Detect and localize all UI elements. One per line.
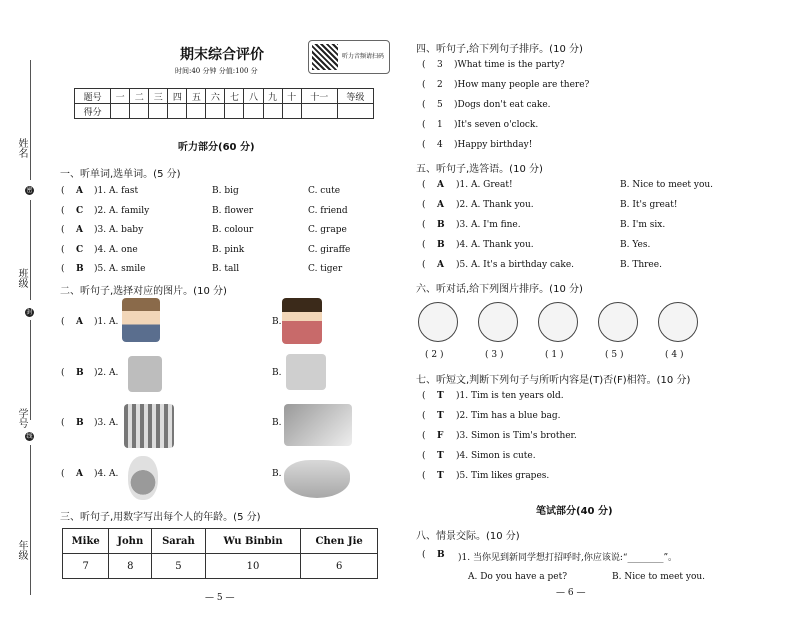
answer-value: A: [76, 317, 83, 327]
answer-paren: (: [61, 418, 65, 428]
option-c: C. cute: [308, 186, 341, 196]
section-7-title: 七、听短文,判断下列句子与所听内容是(T)否(F)相符。(10 分): [416, 375, 691, 386]
answer-paren: (: [422, 391, 426, 401]
ages-table: [62, 528, 378, 579]
binding-line: [30, 320, 31, 420]
ages-name-cell: John: [109, 529, 152, 554]
score-table-cell: 八: [244, 89, 263, 104]
answer-value: T: [437, 471, 444, 481]
option-c: C. giraffe: [308, 244, 351, 255]
answer-paren: (: [422, 180, 426, 190]
option-b: B. Nice to meet you.: [620, 180, 714, 190]
option-a: )2. A. Thank you.: [456, 200, 534, 210]
name-label: 姓名: [16, 138, 27, 158]
time-score-info: 时间:40 分钟 分值:100 分: [175, 67, 258, 75]
option-a: )4. A.: [94, 469, 119, 479]
picture-order-answer: ( 1 ): [545, 350, 564, 360]
answer-value: B: [76, 264, 84, 274]
ages-value-cell: 8: [109, 554, 152, 579]
answer-value: T: [437, 411, 444, 421]
sentence-text: )What time is the party?: [454, 60, 565, 70]
score-table-cell: 十: [282, 89, 301, 104]
statement-text: )5. Tim likes grapes.: [456, 471, 550, 481]
option-b: B. Three.: [620, 260, 662, 270]
score-table-cell: [282, 104, 301, 119]
answer-paren: (: [422, 240, 426, 250]
option-b: B. Nice to meet you.: [612, 572, 706, 582]
dialogue-picture-2: [478, 302, 518, 342]
score-table-cell: [130, 104, 149, 119]
statement-text: )1. Tim is ten years old.: [456, 391, 564, 401]
answer-value: B: [437, 550, 445, 560]
zoo-scene-image: [124, 404, 174, 448]
score-table-cell: [187, 104, 206, 119]
ages-name-cell: Wu Binbin: [205, 529, 301, 554]
option-a: )3. A. baby: [94, 225, 144, 235]
option-a: )4. A. one: [94, 244, 138, 255]
option-c: C. grape: [308, 225, 347, 235]
sentence-text: )It's seven o'clock.: [454, 120, 539, 130]
option-a: A. Do you have a pet?: [468, 572, 568, 582]
answer-paren: (: [422, 100, 426, 110]
option-b: B.: [272, 418, 282, 428]
picture-order-answer: ( 4 ): [665, 350, 684, 360]
score-table-cell: 一: [111, 89, 130, 104]
answer-paren: (: [422, 220, 426, 230]
sentence-text: )How many people are there?: [454, 80, 590, 90]
written-section-header: 笔试部分(40 分): [536, 506, 613, 517]
answer-paren: (: [422, 140, 426, 150]
ages-name-cell: Chen Jie: [301, 529, 378, 554]
score-table-cell: [168, 104, 187, 119]
answer-value: B: [76, 368, 84, 378]
option-a: )4. A. Thank you.: [456, 240, 534, 250]
score-table-cell: 等级: [337, 89, 373, 104]
score-table-cell: [301, 104, 337, 119]
score-table-cell: [206, 104, 225, 119]
answer-paren: (: [422, 550, 426, 560]
option-a: )3. A. I'm fine.: [456, 220, 521, 230]
page-number-left: — 5 —: [205, 593, 235, 603]
score-table-cell: 得分: [75, 104, 111, 119]
option-a: )3. A.: [94, 418, 119, 428]
answer-paren: (: [422, 80, 426, 90]
score-table-cell: [111, 104, 130, 119]
score-table-cell: 七: [225, 89, 244, 104]
answer-value: F: [437, 431, 444, 441]
ages-table-values-row: [63, 554, 378, 579]
class-label: 班级: [16, 268, 27, 288]
hand-open-image: [286, 354, 326, 390]
option-b: B. big: [212, 186, 239, 196]
option-c: C. tiger: [308, 264, 343, 274]
seal-dot: 线: [26, 433, 33, 440]
option-a: )2. A.: [94, 368, 119, 378]
option-b: B.: [272, 469, 282, 479]
page-number-right: — 6 —: [556, 588, 586, 598]
score-table-cell: 二: [130, 89, 149, 104]
question-text: )1. 当你见到新同学想打招呼时,你应该说:“________”。: [458, 553, 678, 563]
answer-value: A: [76, 186, 83, 196]
ages-value-cell: 5: [152, 554, 206, 579]
answer-value: A: [76, 225, 83, 235]
answer-paren: (: [61, 225, 65, 235]
page-title: 期末综合评价: [180, 47, 264, 63]
picture-order-answer: ( 3 ): [485, 350, 504, 360]
answer-paren: (: [422, 60, 426, 70]
option-b: B. tall: [212, 264, 240, 274]
answer-paren: (: [61, 244, 65, 255]
section-8-title: 八、情景交际。(10 分): [416, 531, 520, 542]
sentence-text: )Happy birthday!: [454, 140, 533, 150]
score-table-score-row: [75, 104, 374, 119]
section-6-title: 六、听对话,给下列图片排序。(10 分): [416, 284, 583, 295]
dialogue-picture-3: [538, 302, 578, 342]
answer-value: B: [437, 220, 445, 230]
answer-value: B: [437, 240, 445, 250]
statement-text: )4. Simon is cute.: [456, 451, 536, 461]
answer-value: 1: [437, 120, 443, 130]
answer-paren: (: [422, 411, 426, 421]
option-c: C. friend: [308, 205, 348, 216]
listening-section-header: 听力部分(60 分): [178, 142, 255, 153]
ages-table-names-row: [63, 529, 378, 554]
seal-dot: 封: [26, 309, 33, 316]
option-a: )1. A. fast: [94, 186, 139, 196]
answer-paren: (: [61, 264, 65, 274]
answer-paren: (: [422, 471, 426, 481]
answer-paren: (: [422, 451, 426, 461]
option-b: B. I'm six.: [620, 220, 666, 230]
answer-value: T: [437, 451, 444, 461]
binding-line: [30, 445, 31, 595]
answer-value: A: [76, 469, 83, 479]
bananas-image: [284, 460, 350, 498]
option-b: B. flower: [212, 205, 254, 216]
section-4-title: 四、听句子,给下列句子排序。(10 分): [416, 44, 583, 55]
grade-label: 年级: [16, 540, 27, 560]
answer-paren: (: [422, 260, 426, 270]
option-a: )1. A. Great!: [456, 180, 513, 190]
answer-value: 4: [437, 140, 443, 150]
option-a: )1. A.: [94, 317, 119, 327]
section-1-title: 一、听单词,选单词。(5 分): [60, 169, 181, 180]
answer-value: A: [437, 260, 444, 270]
score-table-cell: [244, 104, 263, 119]
score-table-cell: [337, 104, 373, 119]
binding-line: [30, 200, 31, 300]
score-table-cell: [149, 104, 168, 119]
park-scene-image: [284, 404, 352, 446]
option-a: )5. A. smile: [94, 264, 146, 274]
answer-value: C: [76, 205, 84, 216]
ages-name-cell: Mike: [63, 529, 109, 554]
section-3-title: 三、听句子,用数字写出每个人的年龄。(5 分): [60, 512, 261, 523]
dialogue-picture-5: [658, 302, 698, 342]
answer-value: C: [76, 244, 84, 255]
option-a: )2. A. family: [94, 205, 150, 216]
answer-value: T: [437, 391, 444, 401]
student-id-label: 学号: [16, 408, 27, 428]
option-b: B.: [272, 317, 282, 327]
score-table-cell: 四: [168, 89, 187, 104]
option-a: )5. A. It's a birthday cake.: [456, 260, 575, 270]
girl-waving-image: [282, 298, 322, 344]
answer-value: 3: [437, 60, 443, 70]
section-5-title: 五、听句子,选答语。(10 分): [416, 164, 543, 175]
answer-paren: (: [61, 205, 65, 216]
score-table-cell: [263, 104, 282, 119]
answer-value: A: [437, 180, 444, 190]
answer-paren: (: [422, 120, 426, 130]
option-b: B.: [272, 368, 282, 378]
ages-value-cell: 7: [63, 554, 109, 579]
score-table-cell: 五: [187, 89, 206, 104]
score-table-cell: 三: [149, 89, 168, 104]
option-b: B. Yes.: [620, 240, 651, 250]
seal-dot: 密: [26, 187, 33, 194]
option-b: B. pink: [212, 244, 245, 255]
answer-value: A: [437, 200, 444, 210]
option-b: B. It's great!: [620, 200, 678, 210]
score-table: [74, 88, 374, 119]
score-table-cell: 六: [206, 89, 225, 104]
answer-paren: (: [422, 200, 426, 210]
boy-portrait-image: [122, 298, 160, 342]
picture-order-answer: ( 2 ): [425, 350, 444, 360]
answer-paren: (: [61, 368, 65, 378]
section-2-title: 二、听句子,选择对应的图片。(10 分): [60, 286, 227, 297]
dialogue-picture-4: [598, 302, 638, 342]
statement-text: )3. Simon is Tim's brother.: [456, 431, 577, 441]
score-table-cell: 十一: [301, 89, 337, 104]
ages-value-cell: 6: [301, 554, 378, 579]
answer-paren: (: [61, 469, 65, 479]
option-b: B. colour: [212, 225, 254, 235]
hand-fist-image: [128, 356, 162, 392]
qr-code-icon: [312, 44, 338, 70]
score-table-header-row: [75, 89, 374, 104]
qr-caption: 听力音频请扫码: [342, 53, 385, 60]
qr-box: [308, 40, 390, 74]
answer-paren: (: [422, 431, 426, 441]
score-table-cell: [225, 104, 244, 119]
answer-value: 5: [437, 100, 443, 110]
ages-name-cell: Sarah: [152, 529, 206, 554]
picture-order-answer: ( 5 ): [605, 350, 624, 360]
score-table-cell: 题号: [75, 89, 111, 104]
answer-value: B: [76, 418, 84, 428]
answer-paren: (: [61, 317, 65, 327]
sentence-text: )Dogs don't eat cake.: [454, 100, 551, 110]
ages-value-cell: 10: [205, 554, 301, 579]
score-table-cell: 九: [263, 89, 282, 104]
grapes-image: [128, 456, 158, 500]
answer-value: 2: [437, 80, 443, 90]
answer-paren: (: [61, 186, 65, 196]
statement-text: )2. Tim has a blue bag.: [456, 411, 561, 421]
binding-line: [30, 60, 31, 180]
dialogue-picture-1: [418, 302, 458, 342]
